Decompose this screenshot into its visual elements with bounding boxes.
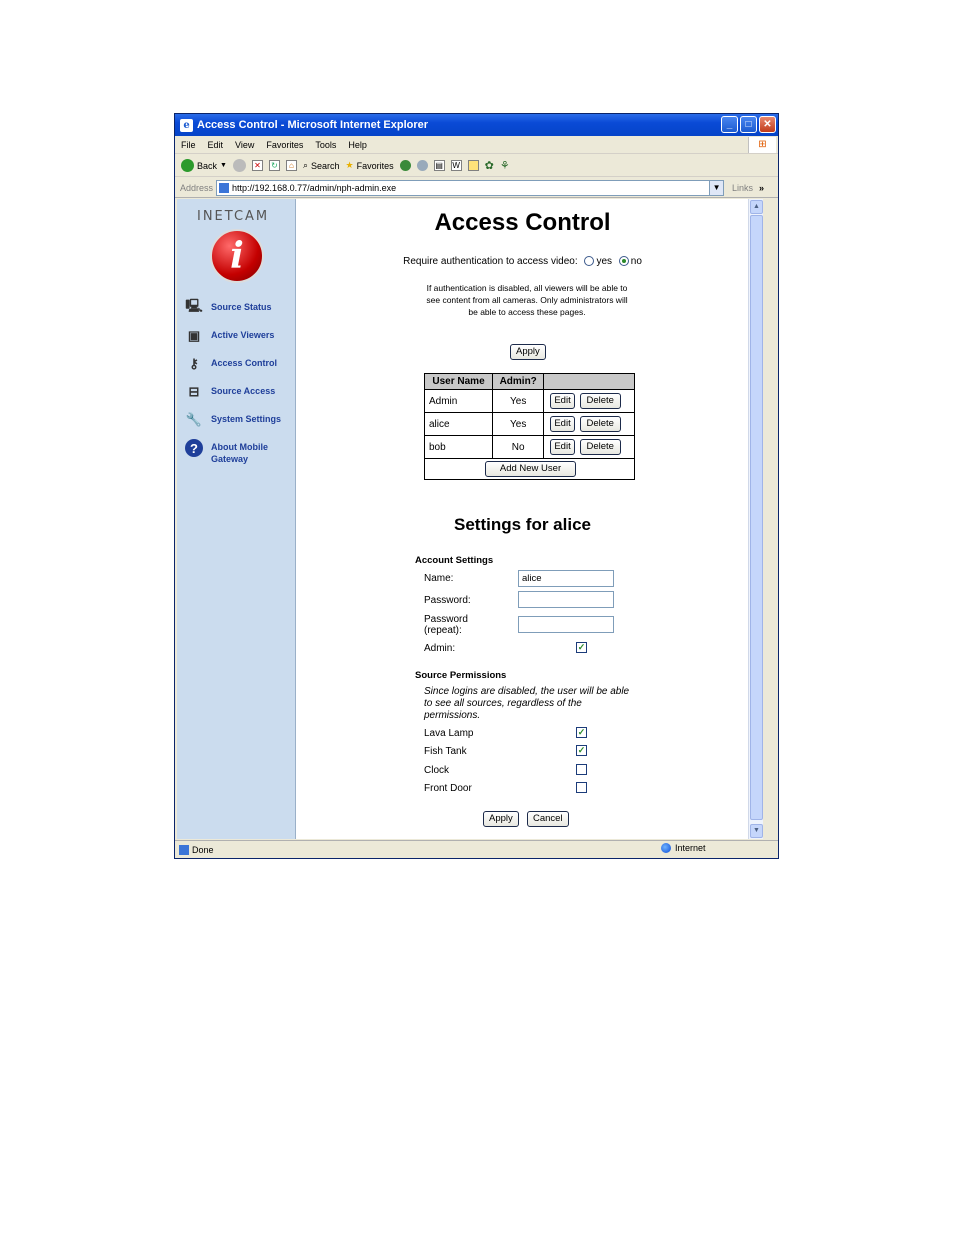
back-button[interactable]: Back ▼ xyxy=(181,159,227,172)
brand-name: INETCAM xyxy=(197,209,270,224)
source-permissions-heading: Source Permissions xyxy=(415,670,507,681)
menu-favorites[interactable]: Favorites xyxy=(266,139,304,150)
title-bar xyxy=(175,114,778,136)
windows-logo-icon: ⊞ xyxy=(748,137,776,153)
security-zone xyxy=(661,843,706,853)
auth-note: If authentication is disabled, all viewers will be able to see content from all cameras. Only administrators will be able to access these pages. xyxy=(426,283,628,317)
edit-user-button[interactable]: Edit xyxy=(550,393,574,409)
table-row xyxy=(425,413,635,436)
user-admin: Yes xyxy=(493,390,544,413)
wrench-icon: 🔧 xyxy=(185,412,203,427)
add-user-button[interactable]: Add New User xyxy=(485,461,576,477)
address-dropdown-icon[interactable]: ▼ xyxy=(709,181,723,195)
account-settings-heading: Account Settings xyxy=(415,555,494,566)
source-label-lava-lamp: Lava Lamp xyxy=(424,728,474,739)
user-actions xyxy=(544,413,635,436)
close-button[interactable]: ✕ xyxy=(759,116,776,133)
inetcam-logo: i xyxy=(210,229,264,283)
browser-window xyxy=(174,113,779,859)
address-bar xyxy=(175,178,778,198)
ie-icon: e xyxy=(180,119,193,132)
admin-label: Admin: xyxy=(424,643,456,654)
vertical-scrollbar[interactable] xyxy=(748,199,763,839)
search-button[interactable]: ⌕ Search xyxy=(302,160,340,171)
user-admin: Yes xyxy=(493,413,544,436)
auth-yes-radio[interactable] xyxy=(584,256,594,266)
source-checkbox-front-door[interactable] xyxy=(576,782,587,793)
home-icon[interactable]: ⌂ xyxy=(286,160,297,171)
discuss-icon[interactable] xyxy=(468,160,479,171)
table-row xyxy=(425,436,635,459)
favorites-button[interactable]: ★ Favorites xyxy=(345,160,394,171)
address-input[interactable] xyxy=(216,180,724,196)
menu-tools[interactable]: Tools xyxy=(315,139,337,150)
source-label-clock: Clock xyxy=(424,765,450,776)
edit-user-button[interactable]: Edit xyxy=(550,439,574,455)
delete-user-button[interactable]: Delete xyxy=(580,439,621,455)
menu-help[interactable]: Help xyxy=(348,139,367,150)
delete-user-button[interactable]: Delete xyxy=(580,393,621,409)
auth-no-label: no xyxy=(630,256,642,267)
window-title: Access Control - Microsoft Internet Explorer xyxy=(197,119,429,131)
name-input[interactable]: alice xyxy=(518,570,614,587)
maximize-button[interactable]: □ xyxy=(740,116,757,133)
network-icon: ⊟ xyxy=(188,384,200,399)
scroll-down-icon[interactable]: ▼ xyxy=(750,824,763,838)
password-repeat-input[interactable] xyxy=(518,616,614,633)
table-header-row xyxy=(425,374,635,390)
user-name: Admin xyxy=(425,390,493,413)
sidebar-item-access-control[interactable]: ⚷ Access Control xyxy=(185,355,295,383)
source-permissions-note: Since logins are disabled, the user will be able to see all sources, regardless of the permissions. xyxy=(424,686,630,721)
name-label: Name: xyxy=(424,573,454,584)
status-bar xyxy=(175,840,778,858)
refresh-icon[interactable]: ↻ xyxy=(269,160,280,171)
zone-label: Internet xyxy=(675,843,706,853)
col-admin: Admin? xyxy=(493,374,544,390)
apply-settings-button[interactable]: Apply xyxy=(483,811,519,827)
user-admin: No xyxy=(493,436,544,459)
main-panel xyxy=(297,199,748,839)
messenger-icon[interactable]: ✿ xyxy=(484,160,494,172)
sidebar-nav xyxy=(185,299,295,467)
links-button[interactable]: Links xyxy=(732,182,754,193)
back-arrow-icon xyxy=(181,159,194,172)
sidebar-item-source-status[interactable]: 🖳 Source Status xyxy=(185,299,295,327)
source-label-fish-tank: Fish Tank xyxy=(424,746,467,757)
password-label: Password: xyxy=(424,595,471,606)
table-row-add xyxy=(425,459,635,480)
page-content xyxy=(177,199,763,839)
address-url: http://192.168.0.77/admin/nph-admin.exe xyxy=(232,182,397,193)
users-table xyxy=(424,373,635,480)
status-text: Done xyxy=(192,844,214,855)
source-checkbox-fish-tank[interactable]: ✓ xyxy=(577,745,586,755)
forward-icon[interactable] xyxy=(233,159,246,172)
page-status-icon xyxy=(179,845,189,855)
mail-icon[interactable] xyxy=(417,160,428,171)
source-checkbox-lava-lamp[interactable]: ✓ xyxy=(577,727,586,737)
auth-prompt: Require authentication to access video: xyxy=(403,256,578,267)
key-icon: ⚷ xyxy=(189,356,199,371)
sidebar-item-source-access[interactable]: ⊟ Source Access xyxy=(185,383,295,411)
scroll-up-icon[interactable]: ▲ xyxy=(750,200,763,214)
toolbar xyxy=(175,155,778,177)
menu-bar xyxy=(175,136,778,154)
auth-yes-label: yes xyxy=(596,256,612,267)
edit-icon[interactable]: W xyxy=(452,161,460,170)
menu-view[interactable]: View xyxy=(235,139,255,150)
user-name: bob xyxy=(425,436,493,459)
address-label: Address xyxy=(180,182,214,193)
print-icon[interactable]: ▤ xyxy=(435,161,443,170)
auth-setting xyxy=(297,256,748,267)
globe-icon xyxy=(661,843,671,853)
minimize-button[interactable]: _ xyxy=(721,116,738,133)
table-row xyxy=(425,390,635,413)
menu-edit[interactable]: Edit xyxy=(207,139,224,150)
media-icon[interactable] xyxy=(400,160,411,171)
page-title: Access Control xyxy=(434,209,611,236)
star-icon: ★ xyxy=(345,160,354,170)
dropdown-arrow-icon: ▼ xyxy=(220,162,227,169)
password-input[interactable] xyxy=(518,591,614,608)
search-icon: ⌕ xyxy=(302,160,308,170)
sidebar xyxy=(177,199,296,839)
stop-icon[interactable]: ✕ xyxy=(252,160,263,171)
cancel-button[interactable]: Cancel xyxy=(527,811,569,827)
edit-user-button[interactable]: Edit xyxy=(550,416,574,432)
viewers-icon: ▣ xyxy=(187,328,201,343)
apply-auth-button[interactable]: Apply xyxy=(510,344,546,360)
auth-no-radio[interactable] xyxy=(619,256,629,266)
user-actions xyxy=(544,436,635,459)
monitor-icon: 🖳 xyxy=(185,298,203,313)
sidebar-item-system-settings[interactable]: 🔧 System Settings xyxy=(185,412,282,427)
scroll-thumb[interactable] xyxy=(750,215,763,820)
user-name: alice xyxy=(425,413,493,436)
page-icon xyxy=(219,183,229,193)
col-username: User Name xyxy=(425,374,493,390)
research-icon[interactable]: ⚘ xyxy=(499,160,510,172)
help-icon: ? xyxy=(185,439,203,457)
delete-user-button[interactable]: Delete xyxy=(580,416,621,432)
sidebar-item-about[interactable]: ? About Mobile Gateway xyxy=(185,439,295,467)
admin-checkbox[interactable]: ✓ xyxy=(577,642,586,652)
source-checkbox-clock[interactable] xyxy=(576,764,587,775)
chevron-right-icon[interactable]: » xyxy=(759,182,765,193)
col-actions xyxy=(544,374,635,390)
sidebar-item-active-viewers[interactable]: ▣ Active Viewers xyxy=(185,327,295,355)
source-label-front-door: Front Door xyxy=(424,783,472,794)
user-actions xyxy=(544,390,635,413)
password-repeat-label: Password (repeat): xyxy=(424,614,468,636)
settings-title: Settings for alice xyxy=(454,515,591,534)
menu-file[interactable]: File xyxy=(181,139,196,150)
